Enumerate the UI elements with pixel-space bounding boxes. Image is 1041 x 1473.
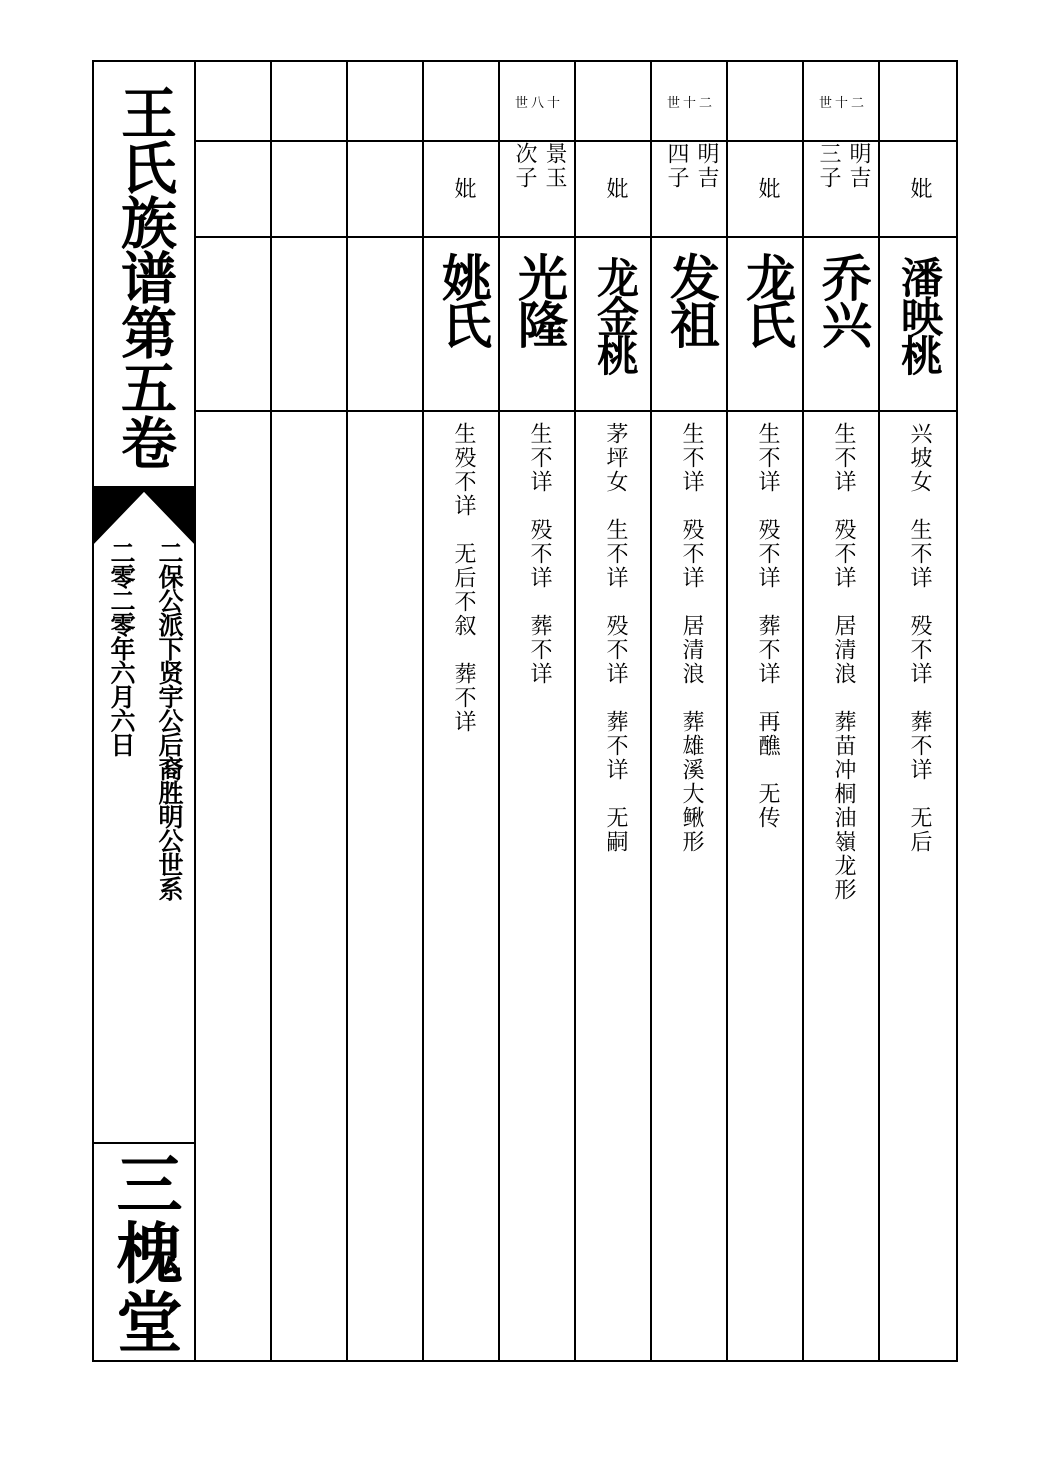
person-column [654,62,728,1360]
generation-label: 世八十 [514,95,563,111]
person-bio: 茅坪女 生不详 殁不详 葬不详 无嗣 [603,422,628,854]
relation-label: 妣 [451,177,476,201]
genealogy-grid [196,62,956,1360]
empty-column [274,62,348,1360]
person-bio: 生不详 殁不详 葬不详 [527,422,552,686]
generation-label [274,62,348,140]
generation-label [730,62,804,140]
relation-label: 景玉 次子 [512,142,567,190]
person-name: 姚氏 [434,252,492,346]
person-name: 光隆 [510,252,568,346]
book-title: 王氏族谱第五卷 [112,83,177,469]
generation-label: 世十二 [818,95,867,111]
person-name: 龙金桃 [591,256,640,373]
branch-subtitle: 二保公派下贤宇公后裔胜明公世系 [155,540,184,900]
person-column [882,62,956,1360]
relation-label: 明吉 三子 [816,142,871,190]
generation-label [882,62,956,140]
person-bio: 生殁不详 无后不叙 葬不详 [451,422,476,734]
empty-column [196,62,270,1360]
person-name: 乔兴 [814,252,872,346]
person-name: 龙氏 [738,252,796,346]
relation-label: 明吉 四子 [664,142,719,190]
title-spine [94,62,196,1360]
person-column [730,62,804,1360]
person-column [502,62,576,1360]
compile-date: 二零二零年六月六日 [107,540,136,756]
empty-column [350,62,424,1360]
column-divider [270,62,272,1360]
relation-label: 妣 [755,177,780,201]
person-column [578,62,652,1360]
person-column [426,62,500,1360]
generation-label [196,62,270,140]
person-name: 潘映桃 [895,256,944,373]
hall-name: 三槐堂 [105,1149,183,1357]
person-column [806,62,880,1360]
relation-label: 妣 [603,177,628,201]
fishtail-ornament [94,486,194,544]
person-bio: 生不详 殁不详 居清浪 葬苗冲桐油嶺龙形 [831,422,856,902]
generation-label: 世十二 [666,95,715,111]
generation-label [426,62,500,140]
person-bio: 生不详 殁不详 居清浪 葬雄溪大鳅形 [679,422,704,854]
person-bio: 兴坡女 生不详 殁不详 葬不详 无后 [907,422,932,854]
generation-label [350,62,424,140]
person-bio: 生不详 殁不详 葬不详 再醮 无传 [755,422,780,830]
generation-label [578,62,652,140]
person-name: 发祖 [662,252,720,346]
relation-label: 妣 [907,177,932,201]
genealogy-page-frame [92,60,958,1362]
